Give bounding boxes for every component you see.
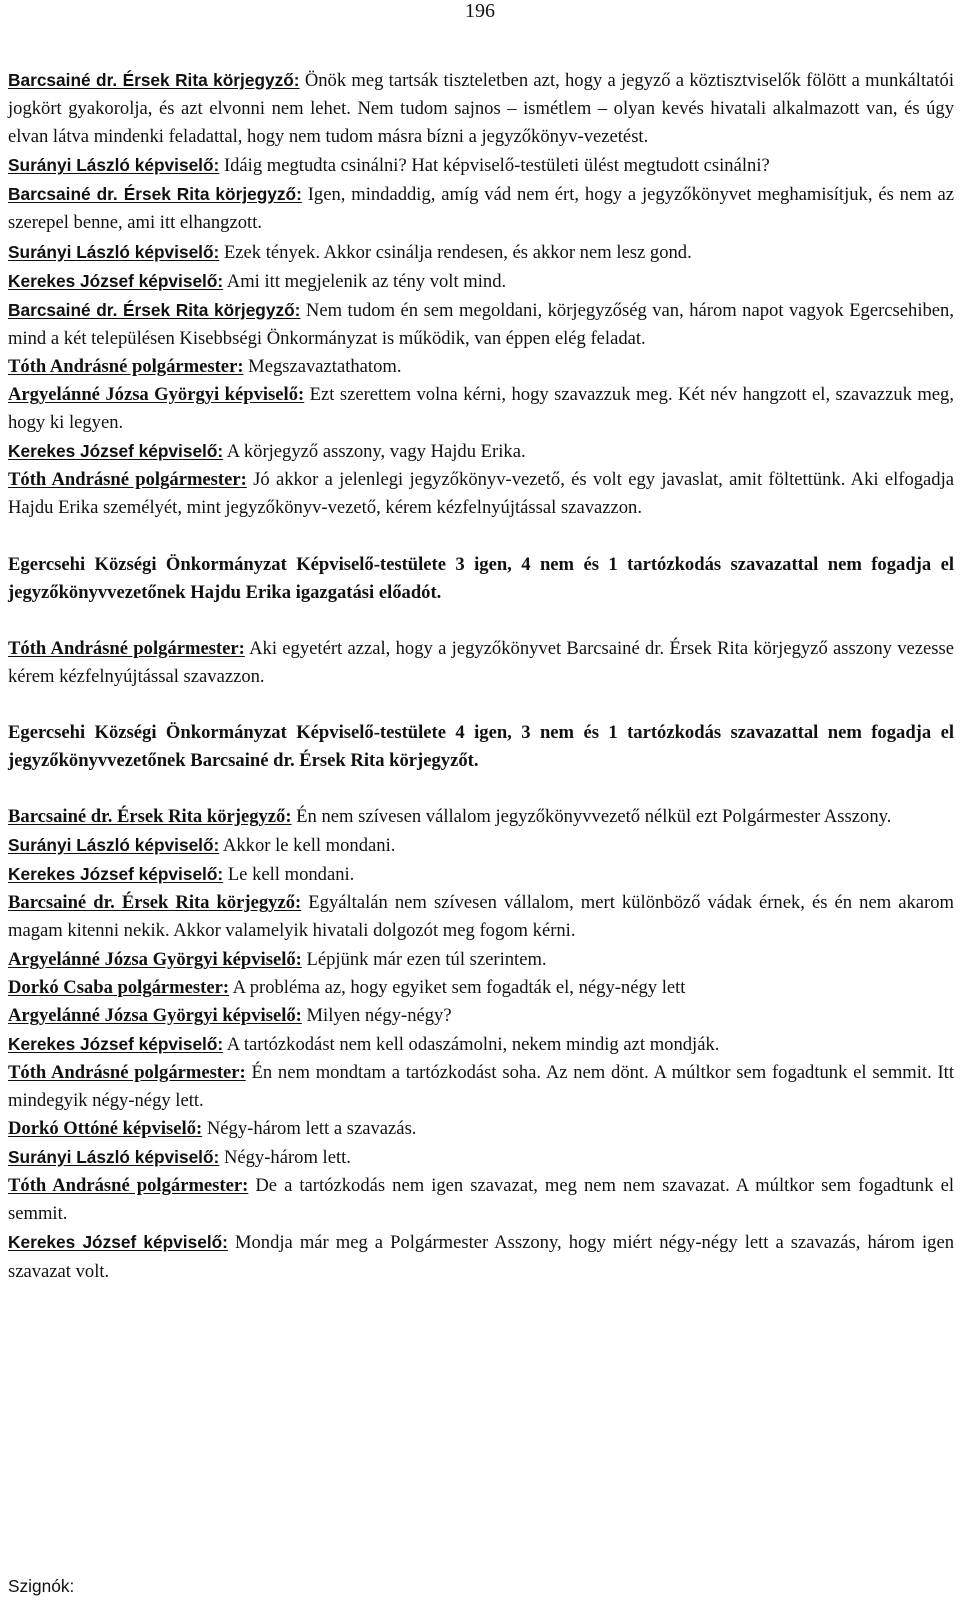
minutes-entry bbox=[8, 381, 954, 437]
speech-text: Ami itt megjelenik az tény volt mind. bbox=[223, 270, 507, 292]
speaker-label: Argyelánné Józsa Györgyi képviselő: bbox=[8, 948, 302, 970]
minutes-entry bbox=[8, 803, 954, 831]
speaker-label: Kerekes József képviselő: bbox=[8, 270, 224, 291]
speaker-label: Argyelánné Józsa Györgyi képviselő: bbox=[8, 1004, 302, 1026]
speech-text: Akkor le kell mondani. bbox=[219, 835, 396, 857]
minutes-entry bbox=[8, 296, 954, 353]
speaker-label: Surányi László képviselő: bbox=[8, 155, 220, 176]
speech-text: Jó akkor a jelenlegi jegyzőkönyv-vezető, és volt egy javaslat, amit föltettünk. Aki elfogadja Hajdu Erika személyét, mint jegyzőkönyv-vezető, kérem kézfelnyújtással szavazzon. bbox=[8, 469, 955, 519]
speech-text: Négy-három lett. bbox=[219, 1147, 351, 1169]
minutes-entry bbox=[8, 180, 954, 237]
speaker-label: Dorkó Csaba polgármester: bbox=[8, 976, 230, 998]
speech-text: A probléma az, hogy egyiket sem fogadták el, négy-négy lett bbox=[229, 976, 686, 998]
speaker-label: Kerekes József képviselő: bbox=[8, 864, 224, 885]
minutes-entry bbox=[8, 946, 954, 974]
minutes-entry bbox=[8, 437, 954, 466]
speech-text: Négy-három lett a szavazás. bbox=[202, 1118, 417, 1140]
speech-text: Mondja már meg a Polgármester Asszony, hogy miért négy-négy lett a szavazás, három igen szavazat volt. bbox=[8, 1232, 955, 1282]
speaker-label: Dorkó Ottóné képviselő: bbox=[8, 1118, 203, 1140]
resolution-1: Egercsehi Községi Önkormányzat Képviselő-testülete 3 igen, 4 nem és 1 tartózkodás szavazattal nem fogadja el jegyzőkönyvvezetőnek Hajdu Erika igazgatási előadót. bbox=[8, 553, 954, 603]
page-number: 196 bbox=[465, 0, 495, 22]
speech-text: Milyen négy-négy? bbox=[301, 1004, 452, 1026]
minutes-entry bbox=[8, 1228, 954, 1285]
speaker-label: Surányi László képviselő: bbox=[8, 1147, 220, 1168]
minutes-entry bbox=[8, 635, 954, 691]
speaker-label: Surányi László képviselő: bbox=[8, 835, 220, 856]
speaker-label: Argyelánné Józsa Györgyi képviselő: bbox=[8, 384, 305, 406]
minutes-entry bbox=[8, 267, 954, 296]
minutes-entry bbox=[8, 151, 954, 180]
speaker-label: Surányi László képviselő: bbox=[8, 241, 220, 262]
speech-text: Lépjünk már ezen túl szerintem. bbox=[301, 948, 547, 970]
speech-text: A körjegyző asszony, vagy Hajdu Erika. bbox=[223, 441, 526, 463]
minutes-entry bbox=[8, 1030, 954, 1059]
speaker-label: Tóth Andrásné polgármester: bbox=[8, 1061, 246, 1083]
speaker-label: Tóth Andrásné polgármester: bbox=[8, 355, 244, 377]
minutes-entry bbox=[8, 466, 954, 522]
speech-text: Le kell mondani. bbox=[223, 864, 355, 886]
speech-text: Ezek tények. Akkor csinálja rendesen, és akkor nem lesz gond. bbox=[219, 241, 692, 263]
speaker-label: Kerekes József képviselő: bbox=[8, 441, 224, 462]
minutes-entry bbox=[8, 860, 954, 889]
minutes-entry bbox=[8, 353, 954, 381]
speaker-label: Barcsainé dr. Érsek Rita körjegyző: bbox=[8, 806, 292, 828]
speaker-label: Barcsainé dr. Érsek Rita körjegyző: bbox=[8, 299, 301, 320]
minutes-entry bbox=[8, 1115, 954, 1143]
minutes-entry bbox=[8, 1143, 954, 1172]
speaker-label: Tóth Andrásné polgármester: bbox=[8, 469, 247, 491]
minutes-entry bbox=[8, 238, 954, 267]
speech-text: Én nem mondtam a tartózkodást soha. Az nem dönt. A múltkor sem fogadtunk el semmit. Itt mindegyik négy-négy lett. bbox=[8, 1061, 955, 1111]
speaker-label: Barcsainé dr. Érsek Rita körjegyző: bbox=[8, 184, 302, 205]
speech-text: Ezt szerettem volna kérni, hogy szavazzuk meg. Két név hangzott el, szavazzuk meg, hogy ki legyen. bbox=[8, 384, 954, 434]
minutes-entry bbox=[8, 889, 954, 945]
speech-text: De a tartózkodás nem igen szavazat, meg nem nem szavazat. A múltkor sem fogadtunk el semmit. bbox=[8, 1175, 954, 1225]
minutes-entry bbox=[8, 1002, 954, 1030]
speaker-label: Barcsainé dr. Érsek Rita körjegyző: bbox=[8, 892, 302, 914]
minutes-entry bbox=[8, 1172, 954, 1228]
speaker-label: Tóth Andrásné polgármester: bbox=[8, 637, 245, 659]
speaker-label: Tóth Andrásné polgármester: bbox=[8, 1175, 249, 1197]
speech-text: Én nem szívesen vállalom jegyzőkönyvvezető nélkül ezt Polgármester Asszony. bbox=[291, 806, 892, 828]
speech-text: Igen, mindaddig, amíg vád nem ért, hogy a jegyzőkönyvet meghamisítjuk, és nem az szerepel benne, ami itt elhangzott. bbox=[8, 184, 954, 234]
minutes-entry bbox=[8, 831, 954, 860]
minutes-entry bbox=[8, 1059, 954, 1115]
speech-text: Nem tudom én sem megoldani, körjegyzőség van, három napot vagyok Egercsehiben, mind a két településen Kisebbségi Önkormányzat is működik, van éppen elég feladat. bbox=[8, 299, 954, 349]
speech-text: A tartózkodást nem kell odaszámolni, nekem mindig azt mondják. bbox=[223, 1033, 720, 1055]
speech-text: Önök meg tartsák tiszteletben azt, hogy a jegyző a köztisztviselők fölött a munkáltatói jogkört gyakorolja, és azt elvonni nem lehet. Nem tudom sajnos – ismétlem – olyan kevés hivatali alkalmazott van, és úgy elvan látva mindenki feladattal, hogy nem tudom másra bízni a jegyzőkönyv-vezetést. bbox=[8, 70, 955, 148]
speech-text: Aki egyetért azzal, hogy a jegyzőkönyvet Barcsainé dr. Érsek Rita körjegyző asszony vezesse kérem kézfelnyújtással szavazzon. bbox=[8, 637, 954, 687]
minutes-body bbox=[8, 66, 954, 1286]
minutes-entry bbox=[8, 974, 954, 1002]
resolution-2: Egercsehi Községi Önkormányzat Képviselő-testülete 4 igen, 3 nem és 1 tartózkodás szavazattal nem fogadja el jegyzőkönyvvezetőnek Barcsainé dr. Érsek Rita körjegyzőt. bbox=[8, 721, 954, 771]
speaker-label: Barcsainé dr. Érsek Rita körjegyző: bbox=[8, 70, 300, 90]
speech-text: Egyáltalán nem szívesen vállalom, mert különböző vádak érnek, és én nem akarom magam kitenni nekik. Akkor valamelyik hivatali dolgozót meg fogom kérni. bbox=[8, 892, 954, 942]
speaker-label: Kerekes József képviselő: bbox=[8, 1232, 228, 1253]
speech-text: Idáig megtudta csinálni? Hat képviselő-testületi ülést megtudott csinálni? bbox=[219, 155, 770, 177]
minutes-entry bbox=[8, 66, 954, 151]
speaker-label: Kerekes József képviselő: bbox=[8, 1033, 224, 1054]
speech-text: Megszavaztathatom. bbox=[243, 355, 402, 377]
signature-label: Szignók: bbox=[8, 1576, 75, 1596]
